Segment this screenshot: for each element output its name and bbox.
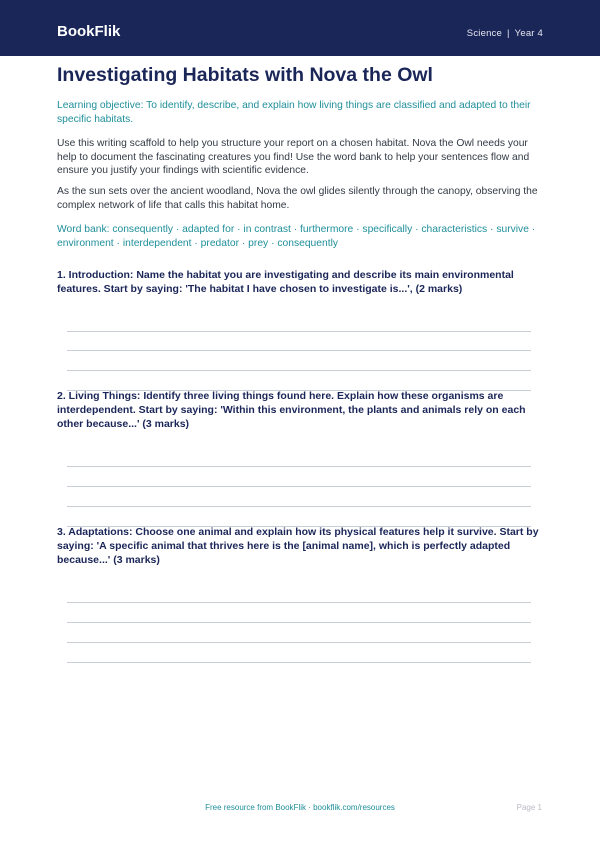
question-2-prompt: 2. Living Things: Identify three living things found here. Explain how these organisms are interdependent. Start by saying: 'Within this environment, the plants and animals rely on each other because...' (3 marks) [57, 390, 526, 430]
answer-line-q2-3[interactable] [67, 506, 531, 507]
top-banner [0, 0, 600, 56]
subject-year-label [467, 28, 543, 40]
answer-line-q1-2[interactable] [67, 350, 531, 351]
brand-logo: BookFlik [57, 23, 121, 40]
page-title: Investigating Habitats with Nova the Owl [57, 64, 433, 86]
answer-line-q3-1[interactable] [67, 602, 531, 603]
answer-line-q1-3[interactable] [67, 370, 531, 371]
scene-paragraph: As the sun sets over the ancient woodland, Nova the owl glides silently through the canopy, observing the complex network of life that calls this habitat home. [57, 186, 538, 211]
answer-line-q3-3[interactable] [67, 642, 531, 643]
answer-line-q3-2[interactable] [67, 622, 531, 623]
question-1-prompt: 1. Introduction: Name the habitat you are investigating and describe its main environmental features. Start by saying: 'The habitat I have chosen to investigate is...', (2 marks) [57, 269, 514, 295]
answer-line-q2-1[interactable] [67, 466, 531, 467]
answer-line-q1-1[interactable] [67, 331, 531, 332]
question-3-prompt: 3. Adaptations: Choose one animal and explain how its physical features help it survive. Start by saying: 'A specific animal that thrives here is the [animal name], which is perfectly adapted because...' (3 marks) [57, 526, 539, 566]
year-label: Year 4 [514, 28, 543, 39]
learning-objective: Learning objective: To identify, describe, and explain how living things are classified and adapted to their specific habitats. [57, 100, 531, 125]
intro-paragraph: Use this writing scaffold to help you structure your report on a chosen habitat. Nova the Owl needs your help to document the fascinating creatures you find! Use the word bank to help your sentences flow and ensure you justify your findings with scientific evidence. [57, 138, 530, 176]
answer-line-q3-4[interactable] [67, 662, 531, 663]
page-number: Page 1 [516, 803, 542, 812]
subject-label: Science [466, 28, 502, 39]
answer-line-q2-2[interactable] [67, 486, 531, 487]
footer-resource-link[interactable]: Free resource from BookFlik · bookflik.com/resources [205, 803, 395, 812]
header-separator: | [507, 28, 510, 39]
word-bank: Word bank: consequently · adapted for · in contrast · furthermore · specifically · characteristics · survive · environment · interdependent · predator · prey · consequently [57, 224, 536, 249]
